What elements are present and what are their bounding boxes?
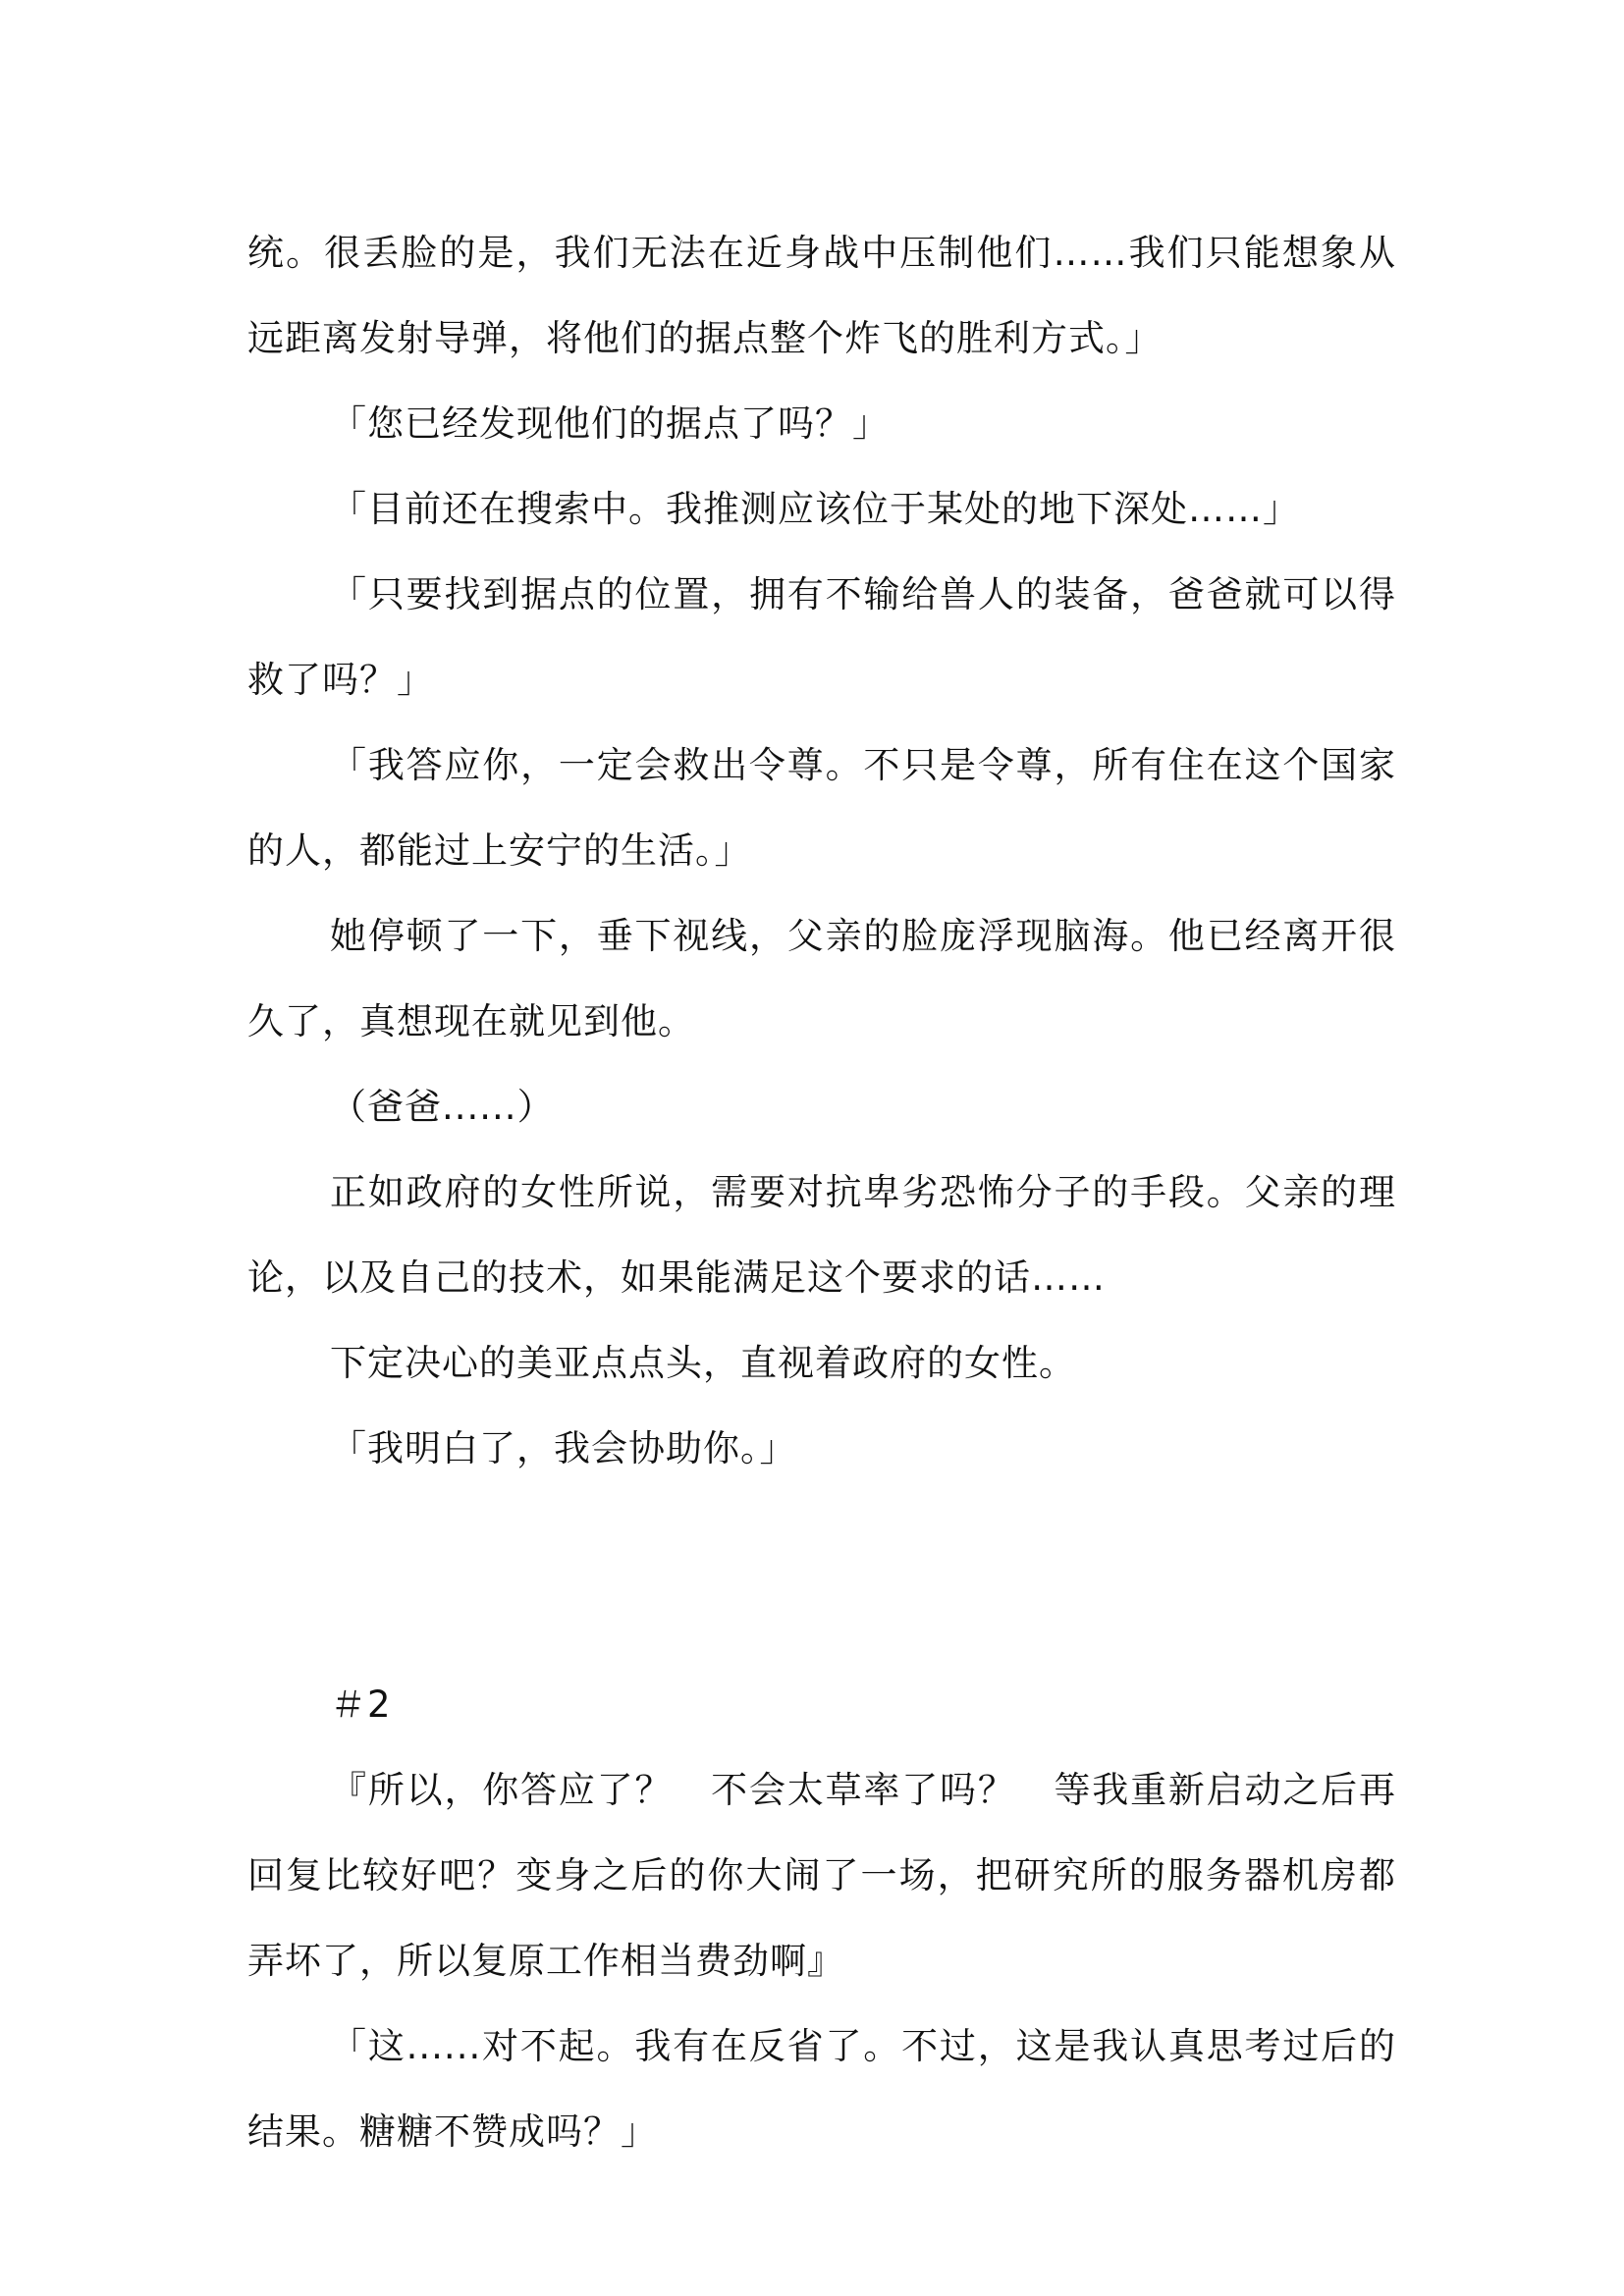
paragraph: 「只要找到据点的位置，拥有不输给兽人的装备，爸爸就可以得救了吗？」: [247, 573, 1396, 701]
paragraph: 统。很丢脸的是，我们无法在近身战中压制他们……我们只能想象从远距离发射导弹，将他们的据点整个炸飞的胜利方式。」: [247, 232, 1396, 359]
paragraph: 她停顿了一下，垂下视线，父亲的脸庞浮现脑海。他已经离开很久了，真想现在就见到他。: [247, 915, 1396, 1042]
section-heading: ＃2: [330, 1683, 392, 1726]
paragraph: 下定决心的美亚点点头，直视着政府的女性。: [330, 1342, 1076, 1384]
paragraph: 「这......对不起。我有在反省了。不过，这是我认真思考过后的结果。糖糖不赞成吗？」: [247, 2025, 1396, 2153]
section-break: [247, 1491, 1396, 1662]
paragraph: 『所以，你答应了？ 不会太草率了吗？ 等我重新启动之后再回复比较好吧？变身之后的你大闹了一场，把研究所的服务器机房都弄坏了，所以复原工作相当费劲啊』: [247, 1769, 1396, 1982]
paragraph: 正如政府的女性所说，需要对抗卑劣恐怖分子的手段。父亲的理论，以及自己的技术，如果能满足这个要求的话……: [247, 1171, 1396, 1299]
paragraph: （爸爸......）: [330, 1086, 555, 1128]
paragraph: 「我明白了，我会协助你。」: [330, 1427, 797, 1469]
paragraph: 「您已经发现他们的据点了吗？」: [330, 402, 890, 445]
paragraph: 「我答应你，一定会救出令尊。不只是令尊，所有住在这个国家的人，都能过上安宁的生活。」: [247, 744, 1396, 872]
paragraph: 「目前还在搜索中。我推测应该位于某处的地下深处……」: [330, 488, 1300, 530]
body-text: [247, 210, 1396, 2174]
